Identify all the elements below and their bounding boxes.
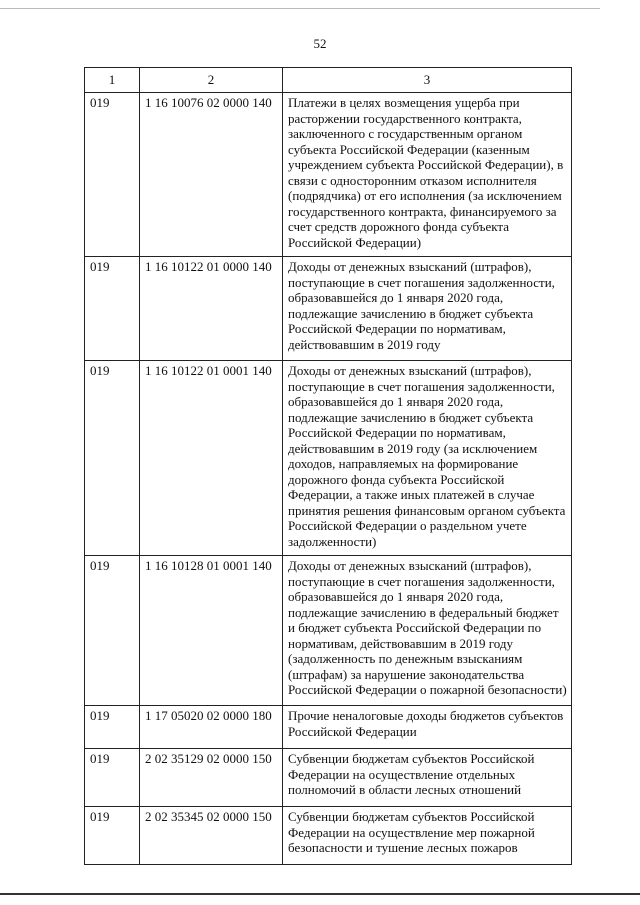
table-row bbox=[85, 93, 572, 257]
admin-code-cell: 019 bbox=[85, 807, 140, 865]
table-row bbox=[85, 807, 572, 865]
admin-code-cell: 019 bbox=[85, 257, 140, 361]
table-row bbox=[85, 361, 572, 556]
table-row bbox=[85, 556, 572, 706]
budget-code-cell: 1 17 05020 02 0000 180 bbox=[140, 706, 283, 749]
description-cell: Доходы от денежных взысканий (штрафов), поступающие в счет погашения задолженности, образовавшейся до 1 января 2020 года, подлежащие зачислению в бюджет субъекта Российской Федерации по нормативам, действовавшим в 2019 году bbox=[283, 257, 572, 361]
table-row bbox=[85, 749, 572, 807]
admin-code-cell: 019 bbox=[85, 361, 140, 556]
description-cell: Прочие неналоговые доходы бюджетов субъектов Российской Федерации bbox=[283, 706, 572, 749]
budget-code-cell: 1 16 10122 01 0000 140 bbox=[140, 257, 283, 361]
table-header-row bbox=[85, 68, 572, 93]
admin-code-cell: 019 bbox=[85, 706, 140, 749]
admin-code-cell: 019 bbox=[85, 93, 140, 257]
admin-code-cell: 019 bbox=[85, 556, 140, 706]
income-codes-table bbox=[84, 67, 572, 865]
column-header: 1 bbox=[85, 68, 140, 93]
column-header: 3 bbox=[283, 68, 572, 93]
description-cell: Платежи в целях возмещения ущерба при расторжении государственного контракта, заключенного с государственным органом субъекта Российской Федерации (казенным учреждением субъекта Российской Федерации), в связи с односторонним отказом исполнителя (подрядчика) от его исполнения (за исключением государственного контракта, финансируемого за счет средств дорожного фонда субъекта Российской Федерации) bbox=[283, 93, 572, 257]
budget-code-cell: 2 02 35129 02 0000 150 bbox=[140, 749, 283, 807]
budget-code-cell: 1 16 10122 01 0001 140 bbox=[140, 361, 283, 556]
table-row bbox=[85, 706, 572, 749]
bottom-scan-rule bbox=[0, 893, 640, 895]
description-cell: Субвенции бюджетам субъектов Российской Федерации на осуществление отдельных полномочий в области лесных отношений bbox=[283, 749, 572, 807]
budget-code-cell: 1 16 10076 02 0000 140 bbox=[140, 93, 283, 257]
description-cell: Доходы от денежных взысканий (штрафов), поступающие в счет погашения задолженности, образовавшейся до 1 января 2020 года, подлежащие зачислению в федеральный бюджет и бюджет субъекта Российской Федерации по нормативам, действовавшим в 2019 году (задолженность по денежным взысканиям (штрафам) за нарушение законодательства Российской Федерации о пожарной безопасности) bbox=[283, 556, 572, 706]
budget-code-cell: 1 16 10128 01 0001 140 bbox=[140, 556, 283, 706]
admin-code-cell: 019 bbox=[85, 749, 140, 807]
table-row bbox=[85, 257, 572, 361]
description-cell: Субвенции бюджетам субъектов Российской Федерации на осуществление мер пожарной безопасности и тушение лесных пожаров bbox=[283, 807, 572, 865]
page-number: 52 bbox=[313, 36, 327, 51]
description-cell: Доходы от денежных взысканий (штрафов), поступающие в счет погашения задолженности, образовавшейся до 1 января 2020 года, подлежащие зачислению в бюджет субъекта Российской Федерации по нормативам, действовавшим в 2019 году (за исключением доходов, направляемых на формирование дорожного фонда субъекта Российской Федерации, а также иных платежей в случае принятия решения финансовым органом субъекта Российской Федерации о раздельном учете задолженности) bbox=[283, 361, 572, 556]
top-scan-rule bbox=[0, 8, 600, 9]
budget-code-cell: 2 02 35345 02 0000 150 bbox=[140, 807, 283, 865]
column-header: 2 bbox=[140, 68, 283, 93]
